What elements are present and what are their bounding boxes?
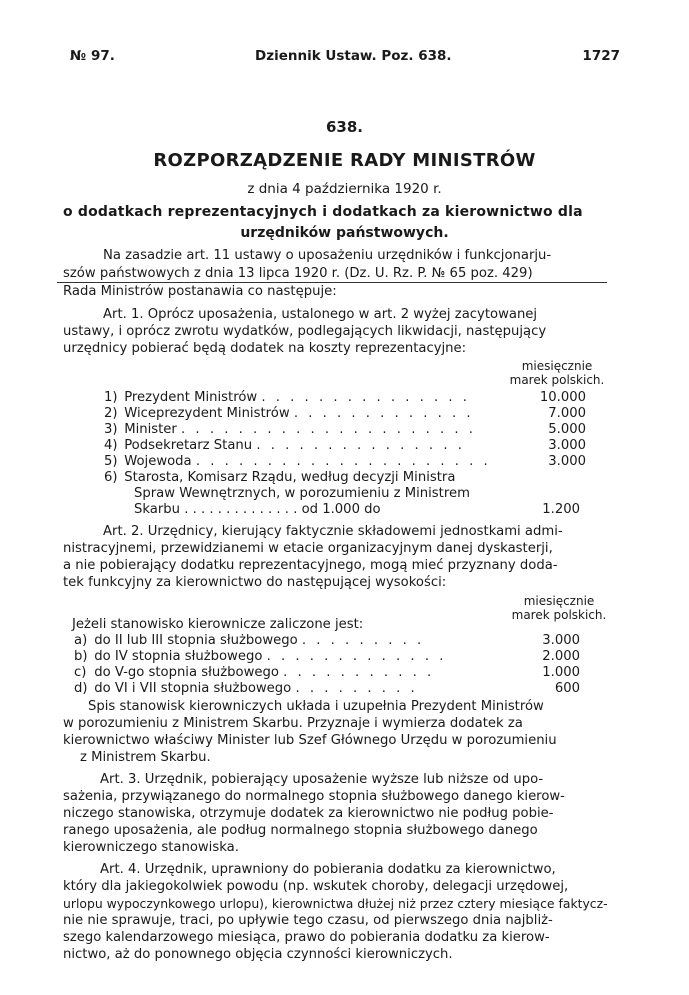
page-header xyxy=(70,48,620,68)
list-item: 6) Starosta, Komisarz Rządu, według decyzji Ministra xyxy=(104,470,456,485)
art4-line: urlopu wypoczynkowego urlopu), kierownictwa dłużej niż przez cztery miesiące faktycz- xyxy=(63,896,608,911)
art2-line: nistracyjnemi, przewidzianemi w etacie organizacyjnym danej dyskasterji, xyxy=(63,541,553,556)
list-value: 1.200 xyxy=(542,502,580,517)
list-value: 7.000 xyxy=(548,406,586,421)
preamble-line: Na zasadzie art. 11 ustawy o uposażeniu urzędników i funkcjonarju- xyxy=(103,248,552,263)
list-value: 1.000 xyxy=(542,665,580,680)
art2-line: tek funkcyjny za kierownictwo do następującej wysokości: xyxy=(63,575,447,590)
subject-line-1: o dodatkach reprezentacyjnych i dodatkach za kierownictwo dla xyxy=(63,204,583,220)
art2-closing: z Ministrem Skarbu. xyxy=(80,750,211,765)
unit-label: miesięcznie xyxy=(521,359,593,373)
art3-line: ranego uposażenia, ale podług normalnego stopnia służbowego danego xyxy=(63,823,538,838)
art2-closing: kierownictwo właściwy Minister lub Szef Głównego Urzędu w porozumieniu xyxy=(63,733,557,748)
list-item: b) do IV stopnia służbowego . . . . . . . . . . . . . xyxy=(74,649,447,664)
list-value: 600 xyxy=(554,681,580,696)
art4-line: szego kalendarzowego miesiąca, prawo do pobierania dodatku za kierow- xyxy=(63,930,550,945)
list-value: 5.000 xyxy=(548,422,586,437)
journal-title: Dziennik Ustaw. Poz. 638. xyxy=(255,48,452,64)
art4-line: nie nie sprawuje, traci, po upływie tego czasu, od pierwszego dnia najbliż- xyxy=(63,913,553,928)
art2-closing: w porozumieniu z Ministrem Skarbu. Przyznaje i wymierza dodatek za xyxy=(63,716,523,731)
position-number: 638. xyxy=(325,118,363,136)
list-item: c) do V-go stopnia służbowego . . . . . . . . . . . xyxy=(74,665,435,680)
document-date: z dnia 4 października 1920 r. xyxy=(247,181,442,197)
unit-label: marek polskich. xyxy=(509,373,605,387)
list-item: a) do II lub III stopnia służbowego . . . . . . . . . xyxy=(74,633,425,648)
list-item-continued: Spraw Wewnętrznych, w porozumieniu z Ministrem xyxy=(134,486,470,501)
art2-intro: Jeżeli stanowisko kierownicze zaliczone jest: xyxy=(72,617,364,632)
art3-line: kierowniczego stanowiska. xyxy=(63,840,239,855)
list-item: 4) Podsekretarz Stanu . . . . . . . . . . . . . . . xyxy=(104,438,465,453)
list-item-continued: Skarbu . . . . . . . . . . . . . . od 1.000 do xyxy=(134,502,381,517)
art2-line: a nie pobierający dodatku reprezentacyjnego, mogą mieć przyznany doda- xyxy=(63,558,558,573)
subject-line-2: urzędników państwowych. xyxy=(240,225,449,241)
art3-line: Art. 3. Urzędnik, pobierający uposażenie wyższe lub niższe od upo- xyxy=(100,772,544,787)
preamble-line: szów państwowych z dnia 13 lipca 1920 r. (Dz. U. Rz. P. № 65 poz. 429) xyxy=(63,266,533,281)
page-number: 1727 xyxy=(582,48,620,64)
list-value: 2.000 xyxy=(542,649,580,664)
list-value: 3.000 xyxy=(542,633,580,648)
art1-line: Art. 1. Oprócz uposażenia, ustalonego w art. 2 wyżej zacytowanej xyxy=(103,307,538,322)
art1-line: ustawy, i oprócz zwrotu wydatków, podlegających likwidacji, następujący xyxy=(63,324,547,339)
list-value: 10.000 xyxy=(539,390,586,405)
issue-number: № 97. xyxy=(70,48,115,64)
list-value: 3.000 xyxy=(548,454,586,469)
preamble-line: Rada Ministrów postanawia co następuje: xyxy=(63,284,337,299)
art2-line: Art. 2. Urzędnicy, kierujący faktycznie składowemi jednostkami admi- xyxy=(103,524,563,539)
document-title: ROZPORZĄDZENIE RADY MINISTRÓW xyxy=(153,150,536,171)
art2-closing: Spis stanowisk kierowniczych układa i uzupełnia Prezydent Ministrów xyxy=(88,699,544,714)
art4-line: który dla jakiegokolwiek powodu (np. wskutek choroby, delegacji urzędowej, xyxy=(63,879,569,894)
underline-rule xyxy=(57,282,607,283)
art4-line: nictwo, aż do ponownego objęcia czynności kierowniczych. xyxy=(63,947,453,962)
list-item: d) do VI i VII stopnia służbowego . . . . . . . . . xyxy=(74,681,418,696)
list-item: 3) Minister . . . . . . . . . . . . . . . . . . . . . xyxy=(104,422,476,437)
unit-label: miesięcznie xyxy=(523,594,595,608)
art4-line: Art. 4. Urzędnik, uprawniony do pobierania dodatku za kierownictwo, xyxy=(100,862,556,877)
art1-line: urzędnicy pobierać będą dodatek na koszty reprezentacyjne: xyxy=(63,341,467,356)
list-item: 5) Wojewoda . . . . . . . . . . . . . . . . . . . . . xyxy=(104,454,491,469)
list-value: 3.000 xyxy=(548,438,586,453)
list-item: 2) Wiceprezydent Ministrów . . . . . . . . . . . . . xyxy=(104,406,474,421)
art3-line: niczego stanowiska, otrzymuje dodatek za kierownictwo nie podług pobie- xyxy=(63,806,554,821)
list-item: 1) Prezydent Ministrów . . . . . . . . . . . . . . . xyxy=(104,390,470,405)
art3-line: sażenia, przywiązanego do normalnego stopnia służbowego danego kierow- xyxy=(63,789,565,804)
unit-label: marek polskich. xyxy=(511,608,607,622)
